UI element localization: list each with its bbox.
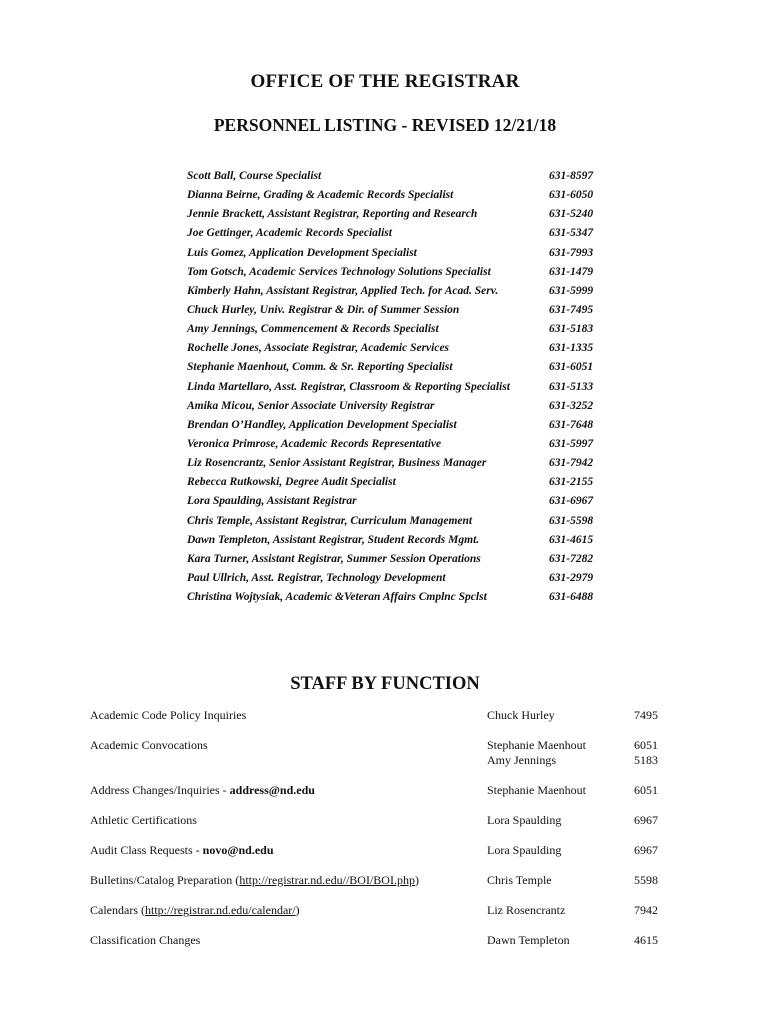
staff-name: Chris Temple <box>487 873 552 887</box>
function-extensions <box>634 783 658 798</box>
staff-name: Stephanie Maenhout <box>487 738 586 752</box>
function-suffix: ) <box>414 873 419 887</box>
personnel-phone: 631-5133 <box>549 380 594 393</box>
function-text: Athletic Certifications <box>90 813 197 827</box>
personnel-name: Lora Spaulding, Assistant Registrar <box>187 495 357 508</box>
personnel-name: Joe Gettinger, Academic Records Specialist <box>187 227 392 240</box>
function-staff <box>487 738 586 768</box>
personnel-phone: 631-5183 <box>549 323 594 336</box>
personnel-row <box>187 167 607 186</box>
function-row <box>90 813 670 843</box>
function-extensions <box>634 813 658 828</box>
function-row <box>90 843 670 873</box>
function-email: novo@nd.edu <box>202 843 274 857</box>
function-label <box>90 738 208 753</box>
function-email: address@nd.edu <box>229 783 315 797</box>
personnel-phone: 631-6050 <box>549 189 594 202</box>
personnel-name: Kara Turner, Assistant Registrar, Summer Session Operations <box>187 552 481 565</box>
function-label <box>90 813 197 828</box>
function-text: Audit Class Requests - <box>90 843 203 857</box>
staff-extension: 7495 <box>634 708 658 722</box>
personnel-row <box>187 224 607 243</box>
function-extensions <box>634 843 658 858</box>
page-subtitle: PERSONNEL LISTING - REVISED 12/21/18 <box>213 115 557 135</box>
staff-extension: 7942 <box>634 903 658 917</box>
personnel-name: Luis Gomez, Application Development Specialist <box>187 246 417 259</box>
personnel-phone: 631-7495 <box>549 303 594 316</box>
function-text: Address Changes/Inquiries - <box>90 783 230 797</box>
personnel-name: Scott Ball, Course Specialist <box>187 170 322 182</box>
personnel-name: Brendan O’Handley, Application Development Specialist <box>187 418 457 431</box>
personnel-row <box>187 186 607 205</box>
personnel-name: Liz Rosencrantz, Senior Assistant Registrar, Business Manager <box>187 457 487 470</box>
personnel-row <box>187 320 607 339</box>
personnel-list <box>187 167 607 607</box>
function-label <box>90 843 274 858</box>
personnel-row <box>187 339 607 358</box>
personnel-phone: 631-6967 <box>549 495 594 508</box>
personnel-row <box>187 569 607 588</box>
function-text: Academic Convocations <box>90 738 208 752</box>
personnel-phone: 631-6051 <box>549 361 594 374</box>
staff-name: Lora Spaulding <box>487 843 562 857</box>
function-extensions <box>634 933 658 948</box>
personnel-phone: 631-5598 <box>549 514 594 527</box>
function-label <box>90 933 200 948</box>
function-staff <box>487 813 561 828</box>
function-text: Classification Changes <box>90 933 201 947</box>
staff-name: Liz Rosencrantz <box>487 903 566 917</box>
function-staff <box>487 783 586 798</box>
personnel-name: Chris Temple, Assistant Registrar, Curriculum Management <box>187 514 473 527</box>
personnel-row <box>187 378 607 397</box>
personnel-name: Rochelle Jones, Associate Registrar, Academic Services <box>187 342 450 355</box>
personnel-phone: 631-1479 <box>549 265 594 278</box>
personnel-phone: 631-5240 <box>549 208 594 221</box>
function-label <box>90 903 300 918</box>
function-extensions <box>634 903 658 918</box>
personnel-phone: 631-1335 <box>549 342 594 355</box>
personnel-row <box>187 512 607 531</box>
personnel-name: Jennie Brackett, Assistant Registrar, Reporting and Research <box>187 208 478 221</box>
personnel-phone: 631-7942 <box>549 457 594 470</box>
personnel-phone: 631-5999 <box>549 284 594 297</box>
personnel-phone: 631-5997 <box>549 437 594 450</box>
staff-extension: 6967 <box>634 813 658 827</box>
function-row <box>90 933 670 963</box>
personnel-phone: 631-4615 <box>549 533 594 546</box>
staff-extension: 5183 <box>634 753 658 767</box>
personnel-name: Amika Micou, Senior Associate University Registrar <box>187 399 435 412</box>
staff-name: Stephanie Maenhout <box>487 783 586 797</box>
personnel-phone: 631-2155 <box>549 476 594 489</box>
personnel-phone: 631-5347 <box>549 227 594 240</box>
personnel-row <box>187 531 607 550</box>
function-label <box>90 708 246 723</box>
staff-name: Dawn Templeton <box>487 933 570 947</box>
personnel-name: Rebecca Rutkowski, Degree Audit Specialist <box>187 476 396 489</box>
personnel-row <box>187 244 607 263</box>
personnel-row <box>187 358 607 377</box>
staff-extension: 6967 <box>634 843 658 857</box>
personnel-row <box>187 397 607 416</box>
function-text: Bulletins/Catalog Preparation ( <box>90 873 240 887</box>
function-text: Calendars ( <box>90 903 145 917</box>
personnel-name: Paul Ullrich, Asst. Registrar, Technology Development <box>187 571 446 584</box>
personnel-phone: 631-8597 <box>549 170 594 182</box>
personnel-name: Dawn Templeton, Assistant Registrar, Student Records Mgmt. <box>187 533 480 546</box>
function-staff <box>487 933 570 948</box>
staff-extension: 4615 <box>634 933 658 947</box>
section-title-staff-by-function: STAFF BY FUNCTION <box>290 674 480 694</box>
function-row <box>90 738 670 783</box>
personnel-row <box>187 416 607 435</box>
personnel-name: Linda Martellaro, Asst. Registrar, Classroom & Reporting Specialist <box>187 380 510 393</box>
personnel-phone: 631-3252 <box>549 399 594 412</box>
personnel-row <box>187 550 607 569</box>
personnel-row <box>187 205 607 224</box>
personnel-name: Tom Gotsch, Academic Services Technology Solutions Specialist <box>187 265 491 278</box>
staff-extension: 5598 <box>634 873 658 887</box>
function-link[interactable]: http://registrar.nd.edu/calendar/ <box>144 903 296 917</box>
personnel-phone: 631-6488 <box>549 591 594 604</box>
personnel-row <box>187 588 607 607</box>
function-extensions <box>634 873 658 888</box>
personnel-name: Amy Jennings, Commencement & Records Specialist <box>187 323 439 336</box>
function-row <box>90 873 670 903</box>
staff-extension: 6051 <box>634 783 658 797</box>
function-extensions <box>634 708 658 723</box>
personnel-name: Veronica Primrose, Academic Records Representative <box>187 437 442 450</box>
function-label <box>90 783 315 798</box>
personnel-row <box>187 435 607 454</box>
personnel-phone: 631-2979 <box>549 571 594 584</box>
personnel-name: Chuck Hurley, Univ. Registrar & Dir. of Summer Session <box>187 303 460 316</box>
function-staff <box>487 708 555 723</box>
function-staff <box>487 843 561 858</box>
function-text: Academic Code Policy Inquiries <box>90 708 247 722</box>
page-title: OFFICE OF THE REGISTRAR <box>250 71 520 92</box>
personnel-row <box>187 473 607 492</box>
function-link[interactable]: http://registrar.nd.edu//BOI/BOI.php <box>239 873 415 887</box>
staff-extension: 6051 <box>634 738 658 752</box>
personnel-row <box>187 454 607 473</box>
function-extensions <box>634 738 658 768</box>
function-row <box>90 708 670 738</box>
personnel-name: Christina Wojtysiak, Academic &Veteran Affairs Cmplnc Spclst <box>187 591 487 604</box>
personnel-name: Stephanie Maenhout, Comm. & Sr. Reporting Specialist <box>187 361 453 374</box>
function-staff <box>487 903 565 918</box>
function-row <box>90 783 670 813</box>
personnel-phone: 631-7993 <box>549 246 594 259</box>
personnel-row <box>187 492 607 511</box>
personnel-name: Dianna Beirne, Grading & Academic Records Specialist <box>187 189 454 202</box>
function-label <box>90 873 419 888</box>
staff-by-function-table <box>90 708 670 963</box>
personnel-row <box>187 282 607 301</box>
personnel-name: Kimberly Hahn, Assistant Registrar, Applied Tech. for Acad. Serv. <box>187 284 499 297</box>
function-suffix: ) <box>295 903 300 917</box>
personnel-row <box>187 263 607 282</box>
function-staff <box>487 873 552 888</box>
personnel-phone: 631-7282 <box>549 552 594 565</box>
personnel-row <box>187 301 607 320</box>
staff-name: Amy Jennings <box>487 753 556 767</box>
function-row <box>90 903 670 933</box>
personnel-phone: 631-7648 <box>549 418 594 431</box>
staff-name: Chuck Hurley <box>487 708 555 722</box>
staff-name: Lora Spaulding <box>487 813 562 827</box>
